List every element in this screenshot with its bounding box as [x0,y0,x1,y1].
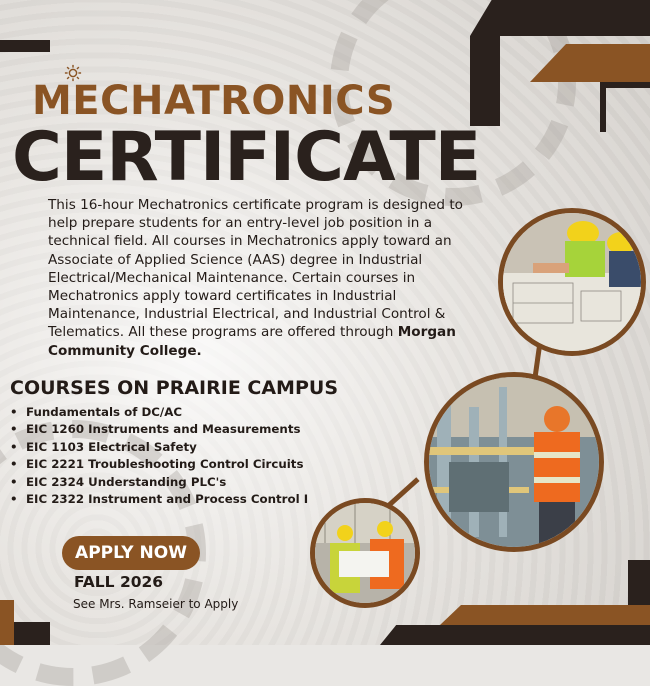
apply-now-button[interactable]: APPLY NOW [62,536,200,570]
description-text: This 16-hour Mechatronics certificate program is designed to help prepare students for an entry-level job position in a technical field. All courses in Mechatronics apply toward an Associate of Applied Science (AAS) degree in Industrial Electrical/Mechanical Maintenance. Certain courses in Mechatronics apply toward certificates in Industrial Maintenance, Industrial Electrical, and Industrial Control & Telematics. All these programs are offered through [48,197,463,341]
corner-bar-bottom-left-brown [0,600,14,645]
program-description [48,196,488,360]
term-label: FALL 2026 [74,573,164,591]
course-item: • EIC 2324 Understanding PLC's [8,474,308,491]
course-item: • EIC 2322 Instrument and Process Control I [8,491,308,508]
workers-holding-plans-photo [310,498,420,608]
corner-bar-top-right [470,0,650,36]
corner-bar-right-vertical [470,36,500,126]
corner-bar-bottom-right-brown [440,605,650,625]
courses-heading: COURSES ON PRAIRIE CAMPUS [10,377,339,399]
title-mechatronics: MECHATRONICS [32,78,396,124]
corner-bar-bottom-right [380,625,650,645]
corner-bracket-right-v [600,82,606,132]
course-item: • EIC 1103 Electrical Safety [8,439,308,456]
apply-contact-note: See Mrs. Ramseier to Apply [73,597,239,611]
corner-bar-right-lower [628,560,650,605]
course-item: • EIC 1260 Instruments and Measurements [8,421,308,438]
course-list [8,404,308,508]
corner-bar-top-left [0,40,50,52]
college-name: Morgan Community College. [48,324,456,359]
engineers-reviewing-blueprints-photo [498,208,646,356]
corner-bar-bottom-left [14,622,50,645]
corner-bracket-right [600,82,650,88]
title-certificate: CERTIFICATE [12,118,481,197]
course-item: • Fundamentals of DC/AC [8,404,308,421]
worker-in-industrial-plant-photo [424,372,604,552]
course-item: • EIC 2221 Troubleshooting Control Circuits [8,456,308,473]
